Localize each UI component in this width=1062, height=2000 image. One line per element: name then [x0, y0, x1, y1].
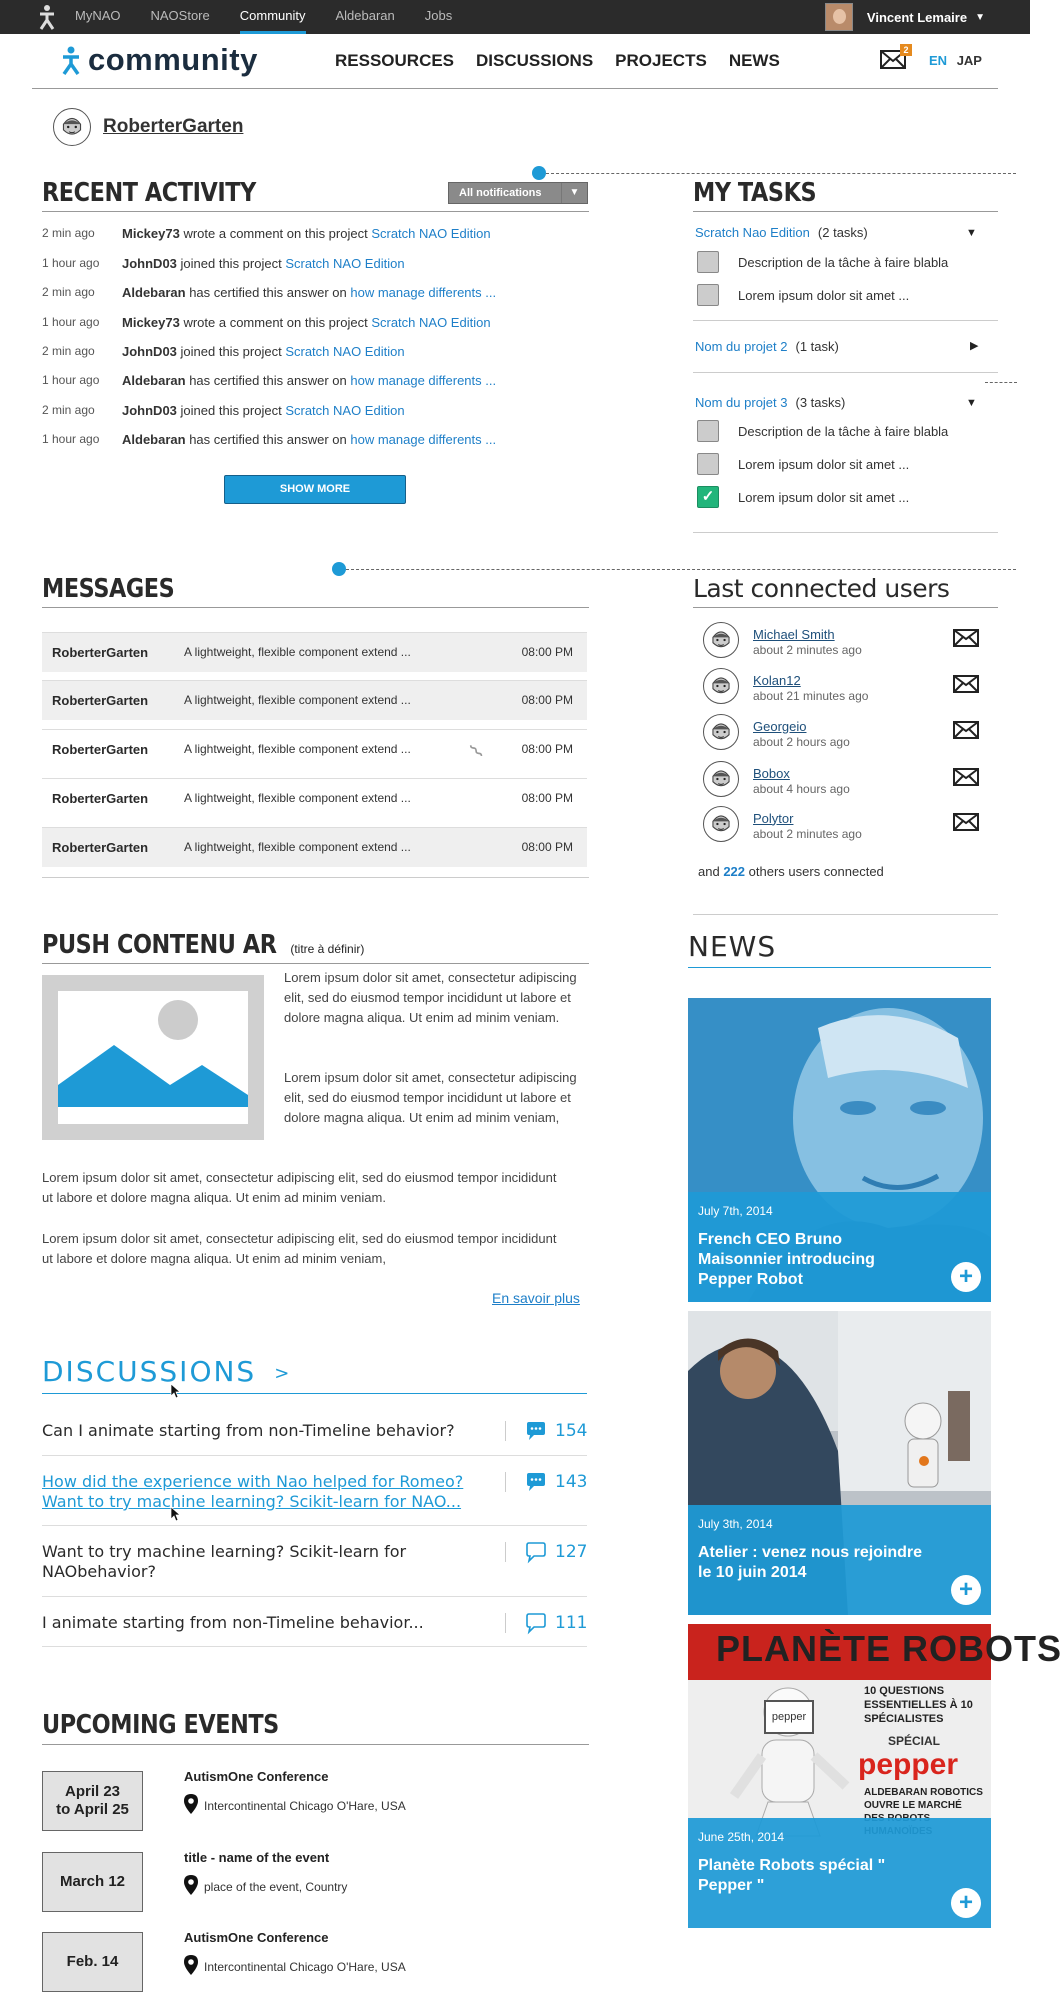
divider: [688, 967, 991, 968]
activity-link[interactable]: Scratch NAO Edition: [285, 403, 405, 418]
comment-count: 127: [555, 1542, 588, 1562]
task-item: [697, 251, 948, 273]
activity-link[interactable]: Scratch NAO Edition: [285, 344, 405, 359]
event-date: [42, 1771, 143, 1831]
activity-text: [122, 373, 496, 388]
divider: [42, 963, 589, 964]
user-name-link[interactable]: Polytor: [753, 810, 794, 826]
comment-count: 111: [555, 1613, 588, 1633]
others-pre: and: [698, 864, 720, 879]
comment-bubble-icon: [525, 1421, 547, 1446]
caret-right-icon[interactable]: ▶: [970, 340, 979, 352]
top-tab-jobs[interactable]: Jobs: [424, 8, 453, 23]
discussion-question[interactable]: I animate starting from non-Timeline behavior...: [42, 1613, 424, 1632]
task-text: Description de la tâche à faire blabla: [738, 254, 949, 270]
activity-text: [122, 344, 405, 359]
comment-count: 143: [555, 1472, 588, 1492]
divider: [693, 607, 998, 608]
activity-user[interactable]: Aldebaran: [122, 373, 186, 388]
connected-user: [703, 761, 993, 800]
separator: [505, 1613, 506, 1633]
activity-time: 2 min ago: [42, 344, 95, 358]
message-row[interactable]: [42, 827, 587, 867]
event-place: [184, 1794, 406, 1817]
message-row[interactable]: [42, 778, 587, 818]
plus-icon[interactable]: +: [951, 1888, 981, 1918]
news-card[interactable]: [688, 998, 991, 1302]
activity-link[interactable]: Scratch NAO Edition: [371, 315, 491, 330]
task-project-2[interactable]: [695, 339, 839, 354]
message-time: 08:00 PM: [521, 840, 573, 854]
activity-link[interactable]: how manage differents ...: [350, 285, 497, 300]
news-card[interactable]: [688, 1311, 991, 1615]
activity-user[interactable]: JohnD03: [122, 403, 177, 418]
location-pin-icon: [184, 1955, 204, 1978]
activity-link[interactable]: how manage differents ...: [350, 373, 497, 388]
magazine-teaser: 10 QUESTIONS ESSENTIELLES À 10 SPÉCIALISTES: [864, 1685, 973, 1725]
activity-time: 2 min ago: [42, 403, 95, 417]
message-preview: A lightweight, flexible component extend ...: [184, 791, 411, 805]
chevron-right-icon: >: [274, 1362, 292, 1384]
user-name-link[interactable]: Georgeio: [753, 718, 807, 734]
activity-time: 2 min ago: [42, 285, 95, 299]
timeline-dot: [532, 166, 546, 180]
user-info: [753, 673, 868, 703]
user-menu[interactable]: [825, 0, 985, 34]
task-checkbox[interactable]: [697, 420, 719, 442]
event-date-line: Feb. 14: [66, 1953, 119, 1970]
activity-user[interactable]: Aldebaran: [122, 432, 186, 447]
top-tab-aldebaran[interactable]: Aldebaran: [335, 8, 395, 23]
discussion-question[interactable]: Can I animate starting from non-Timeline behavior?: [42, 1421, 455, 1440]
user-info: [753, 766, 850, 796]
divider: [693, 372, 998, 373]
top-tab-mynao[interactable]: MyNAO: [75, 8, 121, 23]
news-headline: Atelier : venez nous rejoindre le 10 juin 2014: [698, 1544, 923, 1581]
divider: [42, 1525, 587, 1526]
language-switch: [929, 53, 982, 68]
user-avatar: [825, 3, 853, 31]
caret-down-icon[interactable]: ▼: [966, 227, 977, 239]
messages-title: MESSAGES: [42, 574, 175, 604]
show-more-button[interactable]: SHOW MORE: [224, 475, 406, 504]
push-paragraph: Lorem ipsum dolor sit amet, consectetur adipiscing elit, sed do eiusmod tempor incididunt ut labore et dolore magna aliqua. Ut enim ad minim veniam,: [42, 1231, 557, 1266]
activity-action: joined this project: [180, 344, 282, 359]
mail-button[interactable]: [880, 45, 909, 71]
activity-action: wrote a comment on this project: [183, 315, 368, 330]
profile-name[interactable]: RoberterGarten: [103, 116, 244, 137]
activity-user[interactable]: JohnD03: [122, 344, 177, 359]
comment-count: 154: [555, 1421, 588, 1441]
site-header: [32, 34, 998, 89]
user-name: Vincent Lemaire: [866, 9, 968, 25]
user-last-seen: about 21 minutes ago: [753, 688, 869, 703]
comment-bubble-icon: [525, 1542, 547, 1567]
event-date: [42, 1932, 143, 1992]
last-connected-title: Last connected users: [693, 574, 950, 603]
activity-action: has certified this answer on: [189, 373, 347, 388]
timeline-dot: [332, 562, 346, 576]
tablet-screen: pepper: [764, 1700, 814, 1734]
activity-time: 1 hour ago: [42, 315, 100, 329]
divider: [693, 914, 998, 915]
message-preview: A lightweight, flexible component extend ...: [184, 840, 411, 854]
activity-user[interactable]: Mickey73: [122, 315, 180, 330]
location-pin-icon: [184, 1794, 204, 1817]
envelope-icon[interactable]: [953, 767, 979, 790]
location-pin-icon: [184, 1875, 204, 1898]
separator: [505, 1472, 506, 1492]
recent-activity-title: RECENT ACTIVITY: [42, 178, 256, 208]
message-time: 08:00 PM: [521, 645, 573, 659]
task-item: [697, 420, 948, 442]
task-checkbox-checked[interactable]: ✓: [697, 486, 719, 508]
community-logo-icon: [60, 45, 82, 75]
event-place-text: place of the event, Country: [204, 1879, 348, 1894]
filter-label: All notifications: [459, 187, 542, 199]
paperclip-icon: ⌇: [466, 740, 489, 764]
event-place: [184, 1875, 347, 1898]
message-row[interactable]: [42, 729, 587, 769]
news-card[interactable]: [688, 1624, 1062, 1928]
event-place-text: Intercontinental Chicago O'Hare, USA: [204, 1959, 406, 1974]
image-placeholder-icon: [42, 975, 264, 1140]
timeline-line: [546, 173, 1016, 174]
separator: [505, 1421, 506, 1441]
activity-text: [122, 285, 496, 300]
task-item: [697, 453, 909, 475]
nav-news[interactable]: NEWS: [728, 51, 780, 70]
divider: [42, 1455, 587, 1456]
activity-user[interactable]: JohnD03: [122, 256, 177, 271]
timeline-line: [346, 569, 1016, 570]
activity-action: joined this project: [180, 256, 282, 271]
news-headline: French CEO Bruno Maisonnier introducing Pepper Robot: [698, 1231, 875, 1288]
discussion-question[interactable]: Want to try machine learning? Scikit-learn for NAObehavior?: [42, 1542, 407, 1581]
divider: [42, 1744, 589, 1745]
connected-user: [703, 622, 993, 661]
activity-action: has certified this answer on: [189, 432, 347, 447]
nav-projects[interactable]: PROJECTS: [615, 51, 707, 70]
envelope-icon[interactable]: [953, 628, 979, 651]
top-tab-naostore[interactable]: NAOStore: [150, 8, 210, 23]
nav-discussions[interactable]: DISCUSSIONS: [476, 51, 594, 70]
my-tasks-title: MY TASKS: [693, 178, 817, 208]
task-project-name: Nom du projet 3: [695, 395, 788, 410]
task-count: (3 tasks): [795, 395, 846, 410]
lang-jap[interactable]: JAP: [956, 53, 982, 68]
push-paragraph: Lorem ipsum dolor sit amet, consectetur adipiscing elit, sed do eiusmod tempor incididunt ut labore et dolore magna aliqua. Ut enim ad minim veniam.: [42, 1170, 557, 1205]
activity-text: [122, 315, 491, 330]
task-count: (1 task): [795, 339, 839, 354]
activity-link[interactable]: Scratch NAO Edition: [371, 226, 491, 241]
plus-icon[interactable]: +: [951, 1575, 981, 1605]
push-paragraph: Lorem ipsum dolor sit amet, consectetur adipiscing elit, sed do eiusmod tempor incididunt ut labore et dolore magna aliqua. Ut enim ad minim veniam.: [284, 970, 577, 1025]
task-text: Lorem ipsum dolor sit amet ...: [738, 287, 910, 303]
task-checkbox[interactable]: [697, 284, 719, 306]
top-tab-community[interactable]: Community: [240, 0, 306, 34]
read-more-link[interactable]: En savoir plus: [492, 1290, 580, 1306]
message-sender: RoberterGarten: [52, 742, 149, 757]
notifications-filter[interactable]: [448, 182, 588, 204]
separator: [505, 1542, 506, 1562]
divider: [693, 532, 998, 533]
message-sender: RoberterGarten: [52, 840, 149, 855]
upcoming-events-title: UPCOMING EVENTS: [42, 1710, 279, 1740]
top-bar: [0, 0, 1030, 34]
event-title[interactable]: AutismOne Conference: [184, 1769, 329, 1784]
task-item: [697, 486, 909, 508]
event-date-line: April 23: [64, 1783, 121, 1800]
task-checkbox[interactable]: [697, 251, 719, 273]
event-date-line: March 12: [59, 1873, 126, 1890]
avatar: [703, 668, 739, 707]
discussions-title[interactable]: [42, 1355, 291, 1388]
message-preview: A lightweight, flexible component extend ...: [184, 693, 411, 707]
activity-action: wrote a comment on this project: [183, 226, 368, 241]
task-text: Lorem ipsum dolor sit amet ...: [738, 456, 910, 472]
user-info: [753, 811, 862, 841]
news-date: July 3th, 2014: [698, 1517, 773, 1531]
activity-action: joined this project: [180, 403, 282, 418]
push-heading: [42, 930, 364, 960]
event-place-text: Intercontinental Chicago O'Hare, USA: [204, 1798, 406, 1813]
message-time: 08:00 PM: [521, 791, 573, 805]
divider: [693, 320, 998, 321]
others-count[interactable]: 222: [723, 864, 746, 879]
event-title[interactable]: AutismOne Conference: [184, 1930, 329, 1945]
mail-badge: 2: [900, 44, 912, 56]
activity-text: [122, 256, 405, 271]
divider: [42, 877, 589, 878]
event-title[interactable]: title - name of the event: [184, 1850, 330, 1865]
message-preview: A lightweight, flexible component extend ...: [184, 645, 411, 659]
user-info: [753, 627, 862, 657]
others-connected: [698, 864, 884, 879]
mouse-cursor-icon: [171, 1384, 181, 1398]
news-caption: [688, 1505, 991, 1615]
task-item: [697, 284, 909, 306]
comment-bubble-icon: [525, 1472, 547, 1497]
avatar: [53, 108, 91, 146]
mouse-cursor-icon: [171, 1507, 181, 1521]
brand-name: community: [88, 42, 258, 77]
chevron-down-icon: ▼: [975, 11, 985, 23]
divider: [693, 211, 998, 212]
magazine-special: SPÉCIAL: [888, 1734, 941, 1748]
activity-text: [122, 226, 491, 241]
profile-header: [53, 108, 243, 146]
envelope-icon[interactable]: [953, 812, 979, 835]
lang-en[interactable]: EN: [929, 53, 948, 68]
message-time: 08:00 PM: [521, 693, 573, 707]
task-project-name: Nom du projet 2: [695, 339, 788, 354]
activity-user[interactable]: Aldebaran: [122, 285, 186, 300]
activity-time: 2 min ago: [42, 226, 95, 240]
event-date-line: to April 25: [56, 1801, 129, 1818]
message-time: 08:00 PM: [521, 742, 573, 756]
envelope-icon[interactable]: [953, 674, 979, 697]
message-row[interactable]: [42, 632, 587, 672]
push-paragraph: Lorem ipsum dolor sit amet, consectetur adipiscing elit, sed do eiusmod tempor incididunt ut labore et dolore magna aliqua. Ut enim ad minim veniam,: [284, 1070, 577, 1125]
caret-down-icon: ▼: [561, 183, 587, 203]
divider: [42, 607, 589, 608]
discussion-question[interactable]: How did the experience with Nao helped for Romeo? Want to try machine learning? Scikit-learn for NAO...: [42, 1472, 464, 1511]
connected-user: [703, 714, 993, 753]
nav-ressources[interactable]: RESSOURCES: [335, 51, 455, 70]
divider: [42, 1596, 587, 1597]
user-last-seen: about 2 minutes ago: [753, 642, 862, 657]
task-project-1[interactable]: [695, 225, 868, 240]
task-checkbox[interactable]: [697, 453, 719, 475]
connected-user: [703, 806, 993, 845]
user-name-link[interactable]: Kolan12: [753, 672, 801, 688]
news-date: July 7th, 2014: [698, 1204, 773, 1218]
activity-link[interactable]: how manage differents ...: [350, 432, 497, 447]
aldebaran-logo-icon[interactable]: [36, 4, 58, 30]
message-sender: RoberterGarten: [52, 645, 149, 660]
divider: [42, 1393, 587, 1394]
magazine-brand: pepper: [858, 1748, 959, 1781]
brand-logo[interactable]: [60, 42, 258, 78]
activity-time: 1 hour ago: [42, 256, 100, 270]
placeholder-image: [42, 975, 264, 1140]
news-title: NEWS: [688, 930, 777, 963]
top-nav: [75, 0, 482, 34]
news-caption: [688, 1818, 991, 1928]
push-title: PUSH CONTENU AR: [42, 930, 277, 960]
plus-icon[interactable]: +: [951, 1262, 981, 1292]
news-date: June 25th, 2014: [698, 1830, 785, 1844]
others-post: others users connected: [748, 864, 884, 879]
user-last-seen: about 4 hours ago: [753, 781, 850, 796]
magazine-subtitle: ALDEBARAN ROBOTICS OUVRE LE MARCHÉ: [864, 1787, 983, 1811]
caret-down-icon[interactable]: ▼: [966, 397, 977, 409]
push-subtitle: (titre à définir): [290, 942, 365, 956]
user-name-link[interactable]: Bobox: [753, 765, 790, 781]
event-date: [42, 1852, 143, 1912]
task-text: Description de la tâche à faire blabla: [738, 423, 949, 439]
magazine-title: PLANÈTE ROBOTS: [716, 1628, 1062, 1669]
user-info: [753, 719, 850, 749]
task-count: (2 tasks): [817, 225, 868, 240]
avatar: [703, 622, 739, 661]
event-place: [184, 1955, 406, 1978]
user-last-seen: about 2 minutes ago: [753, 826, 862, 841]
task-text: Lorem ipsum dolor sit amet ...: [738, 489, 910, 505]
activity-user[interactable]: Mickey73: [122, 226, 180, 241]
divider: [42, 211, 589, 212]
activity-text: [122, 432, 496, 447]
envelope-icon[interactable]: [953, 720, 979, 743]
activity-time: 1 hour ago: [42, 373, 100, 387]
task-project-name: Scratch Nao Edition: [695, 225, 810, 240]
main-nav: [335, 51, 802, 71]
divider: [42, 1646, 587, 1647]
activity-action: has certified this answer on: [189, 285, 347, 300]
user-name-link[interactable]: Michael Smith: [753, 626, 835, 642]
discussions-title-text: DISCUSSIONS: [42, 1355, 257, 1388]
avatar: [703, 806, 739, 845]
avatar: [703, 761, 739, 800]
news-headline: Planète Robots spécial " Pepper ": [698, 1857, 886, 1894]
avatar: [703, 714, 739, 753]
task-project-3[interactable]: [695, 395, 845, 410]
connected-user: [703, 668, 993, 707]
activity-text: [122, 403, 405, 418]
activity-time: 1 hour ago: [42, 432, 100, 446]
message-preview: A lightweight, flexible component extend ...: [184, 742, 411, 756]
user-last-seen: about 2 hours ago: [753, 734, 850, 749]
message-row[interactable]: [42, 680, 587, 720]
timeline-line: [985, 382, 1017, 383]
message-sender: RoberterGarten: [52, 693, 149, 708]
comment-bubble-icon: [525, 1613, 547, 1638]
news-caption: [688, 1192, 991, 1302]
message-sender: RoberterGarten: [52, 791, 149, 806]
activity-link[interactable]: Scratch NAO Edition: [285, 256, 405, 271]
